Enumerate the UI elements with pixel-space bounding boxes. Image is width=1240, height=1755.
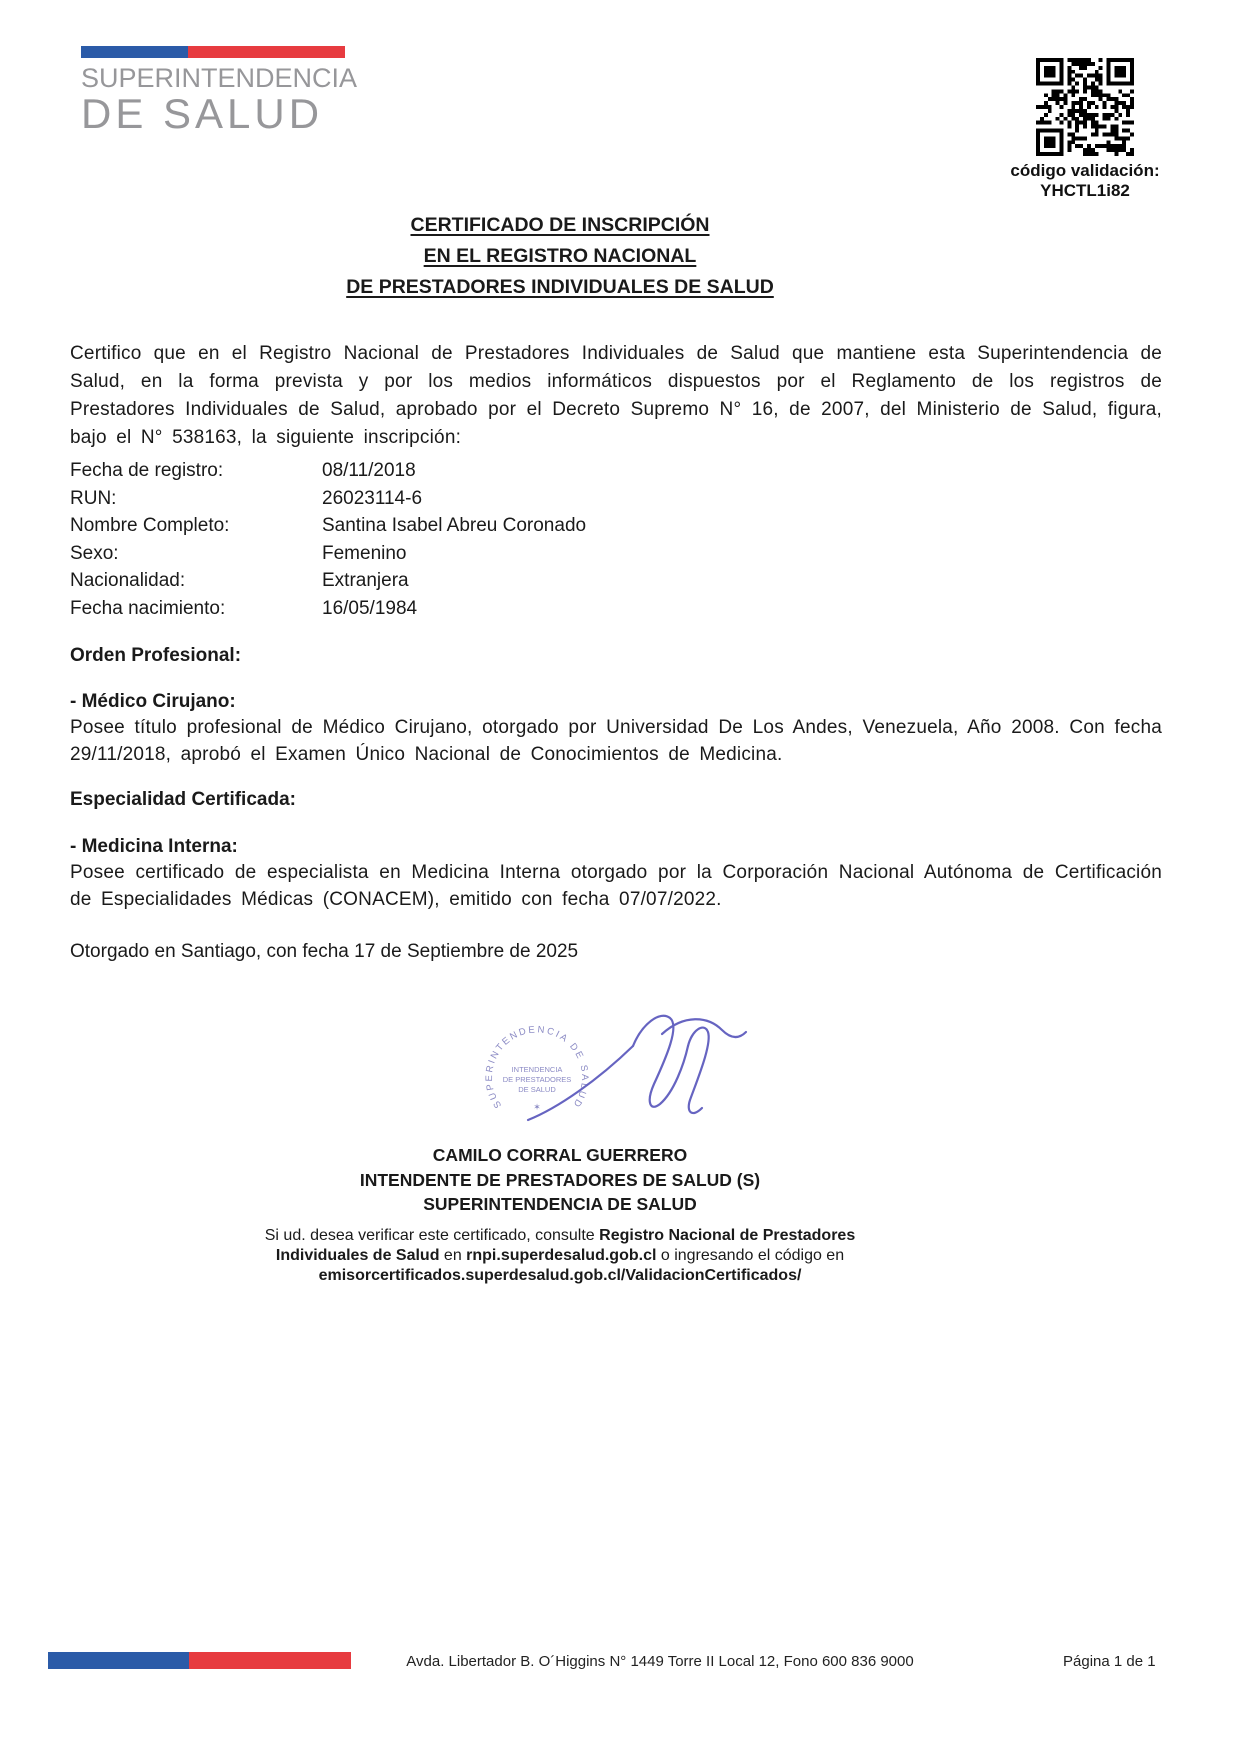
certificate-title-line3: DE PRESTADORES INDIVIDUALES DE SALUD [346, 276, 774, 298]
field-row-fecha-nacimiento [70, 598, 970, 626]
field-row-sexo [70, 543, 970, 571]
signer-org: SUPERINTENDENCIA DE SALUD [423, 1194, 697, 1214]
medicina-interna-heading: - Medicina Interna: [70, 836, 238, 857]
field-label: Fecha nacimiento: [70, 597, 226, 619]
superintendencia-logo [81, 46, 358, 138]
qr-code-icon [1036, 58, 1134, 156]
signer-title: INTENDENTE DE PRESTADORES DE SALUD (S) [359, 1169, 761, 1190]
stamp-and-signature [440, 1006, 800, 1141]
field-value: 26023114-6 [322, 487, 423, 509]
field-value: 08/11/2018 [322, 460, 416, 481]
verification-registry-name: Registro Nacional de Prestadores [599, 1227, 856, 1244]
medico-cirujano-paragraph: Posee título profesional de Médico Cirujano, otorgado por Universidad De Los Andes, Venezuela, Año 2008. Con fecha 29/11/2018, aprobó el Examen Único Nacional de Conocimientos de Medicina. [70, 717, 1162, 765]
validation-label: código validación: [1010, 161, 1160, 180]
field-value: Extranjera [322, 570, 409, 591]
round-seal-icon [484, 1024, 590, 1112]
logo-text-line2: DE SALUD [81, 90, 324, 138]
field-value: 16/05/1984 [322, 597, 418, 619]
field-value: Santina Isabel Abreu Coronado [322, 515, 587, 536]
verification-text: Si ud. desea verificar este certificado, consulte [264, 1227, 600, 1244]
validation-block [980, 58, 1190, 201]
medicina-interna-paragraph: Posee certificado de especialista en Medicina Interna otorgado por la Corporación Nacional Autónoma de Certificación de Especialidades Médicas (CONACEM), emitido con fecha 07/07/2022. [70, 862, 1162, 910]
field-label: Sexo: [70, 542, 119, 564]
certificate-title-line1: CERTIFICADO DE INSCRIPCIÓN [410, 214, 710, 236]
verification-url-emisor: emisorcertificados.superdesalud.gob.cl/ValidacionCertificados/ [318, 1267, 802, 1284]
footer-bar-blue [48, 1652, 189, 1669]
verification-registry-name2: Individuales de Salud [275, 1247, 440, 1264]
registration-fields [70, 460, 970, 625]
verification-note [205, 1226, 915, 1286]
footer-page-number: Página 1 de 1 [1063, 1653, 1156, 1670]
seal-center-line2: DE PRESTADORES [502, 1075, 572, 1084]
medico-cirujano-heading: - Médico Cirujano: [70, 691, 236, 712]
intro-paragraph: Certifico que en el Registro Nacional de Prestadores Individuales de Salud que mantiene esta Superintendencia de Salud, en la forma prevista y por los medios informáticos dispuestos por el Reglamento de los registros de Prestadores Individuales de Salud, aprobado por el Decreto Supremo N° 16, de 2007, del Ministerio de Salud, figura, bajo el N° 538163, la siguiente inscripción: [70, 343, 1162, 448]
otorgado-line: Otorgado en Santiago, con fecha 17 de Septiembre de 2025 [70, 941, 579, 962]
signer-block [70, 1143, 1050, 1217]
seal-ring-text: SUPERINTENDENCIA DE SALUD [483, 1024, 591, 1111]
verification-url-rnpi: rnpi.superdesalud.gob.cl [466, 1247, 657, 1264]
especialidad-certificada-heading: Especialidad Certificada: [70, 789, 296, 810]
field-label: Fecha de registro: [70, 460, 224, 481]
validation-code: YHCTL1i82 [1040, 181, 1130, 201]
field-value: Femenino [322, 542, 407, 564]
seal-star-icon: ✶ [533, 1102, 541, 1112]
field-row-run [70, 488, 970, 516]
field-label: Nombre Completo: [70, 515, 230, 536]
flag-bar-red [188, 46, 345, 58]
signer-name: CAMILO CORRAL GUERRERO [432, 1145, 688, 1165]
flag-bar-blue [81, 46, 188, 58]
field-row-nombre [70, 515, 970, 543]
orden-profesional-heading: Orden Profesional: [70, 645, 242, 666]
verification-text3: o ingresando el código en [656, 1247, 845, 1264]
footer-address: Avda. Libertador B. O´Higgins N° 1449 Torre II Local 12, Fono 600 836 9000 [406, 1653, 914, 1670]
certificate-title [70, 210, 1050, 303]
field-row-nacionalidad [70, 570, 970, 598]
certificate-title-line2: EN EL REGISTRO NACIONAL [423, 245, 697, 267]
verification-text2: en [439, 1247, 467, 1264]
field-label: Nacionalidad: [70, 570, 186, 591]
chile-flag-bar [81, 46, 345, 58]
field-label: RUN: [70, 487, 117, 509]
field-row-fecha-registro [70, 460, 970, 488]
seal-center-line1: INTENDENCIA [511, 1065, 563, 1074]
seal-center-line3: DE SALUD [518, 1085, 556, 1094]
logo-text-line1: SUPERINTENDENCIA [81, 63, 358, 93]
